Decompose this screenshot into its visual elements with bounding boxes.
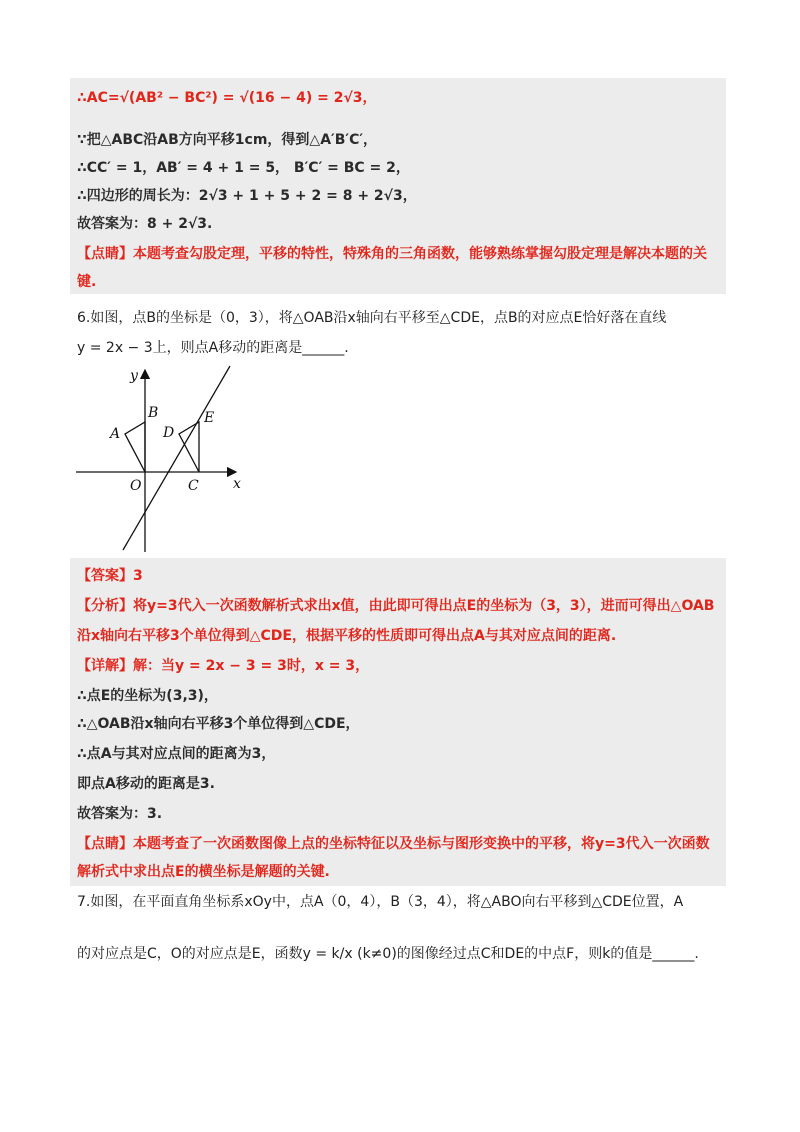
point-label-d: D <box>163 425 175 441</box>
solution-line: ∴AC=√(AB² − BC²) = √(16 − 4) = 2√3， <box>77 90 377 106</box>
axis-label-y: y <box>130 368 138 384</box>
point-label-a: A <box>110 426 121 442</box>
detail-line: ∴点A与其对应点间的距离为3， <box>77 746 276 762</box>
point-label-o: O <box>130 478 142 494</box>
detail-line: ∴点E的坐标为(3,3)， <box>77 688 218 704</box>
comment-line: 键. <box>77 274 97 290</box>
coordinate-figure <box>70 362 260 562</box>
triangle-oab <box>125 422 145 472</box>
solution-line: 故答案为：8 + 2√3. <box>77 216 213 232</box>
solution-line: ∴CC′ = 1，AB′ = 4 + 1 = 5， B′C′ = BC = 2， <box>77 160 410 176</box>
point-label-c: C <box>188 478 199 494</box>
question-7-line: 的对应点是C，O的对应点是E，函数y = k/x (k≠0)的图像经过点C和DE的中点F，则k的值是______. <box>77 946 699 962</box>
detail-line: 【详解】解：当y = 2x − 3 = 3时，x = 3， <box>77 658 370 674</box>
analysis-line: 【分析】将y=3代入一次函数解析式求出x值，由此即可得出点E的坐标为（3，3），进而可得出△OAB <box>77 598 715 614</box>
detail-line: 即点A移动的距离是3. <box>77 776 215 792</box>
question-6-line: 6.如图，点B的坐标是（0，3），将△OAB沿x轴向右平移至△CDE，点B的对应点E恰好落在直线 <box>77 310 667 326</box>
triangle-cde <box>179 422 199 472</box>
comment-line: 【点睛】本题考查勾股定理，平移的特性，特殊角的三角函数，能够熟练掌握勾股定理是解决本题的关 <box>77 246 707 262</box>
solution-line: ∴四边形的周长为：2√3 + 1 + 5 + 2 = 8 + 2√3， <box>77 188 417 204</box>
point-label-e: E <box>204 410 215 426</box>
line-y-2x-3 <box>123 366 230 550</box>
point-label-b: B <box>148 405 159 421</box>
comment-line: 解析式中求出点E的横坐标是解题的关键. <box>77 864 330 880</box>
detail-line: ∴△OAB沿x轴向右平移3个单位得到△CDE， <box>77 716 360 732</box>
comment-line: 【点睛】本题考查了一次函数图像上点的坐标特征以及坐标与图形变换中的平移，将y=3代入一次函数 <box>77 836 710 852</box>
detail-line: 故答案为：3. <box>77 806 163 822</box>
analysis-line: 沿x轴向右平移3个单位得到△CDE，根据平移的性质即可得出点A与其对应点间的距离. <box>77 628 617 644</box>
axis-label-x: x <box>233 476 241 492</box>
question-7-line: 7.如图，在平面直角坐标系xOy中，点A（0，4），B（3，4），将△ABO向右平移到△CDE位置，A <box>77 894 684 910</box>
solution-line: ∵把△ABC沿AB方向平移1cm，得到△A′B′C′， <box>77 132 378 148</box>
answer-line: 【答案】3 <box>77 568 143 584</box>
question-6-line: y = 2x − 3上，则点A移动的距离是______. <box>77 340 349 356</box>
